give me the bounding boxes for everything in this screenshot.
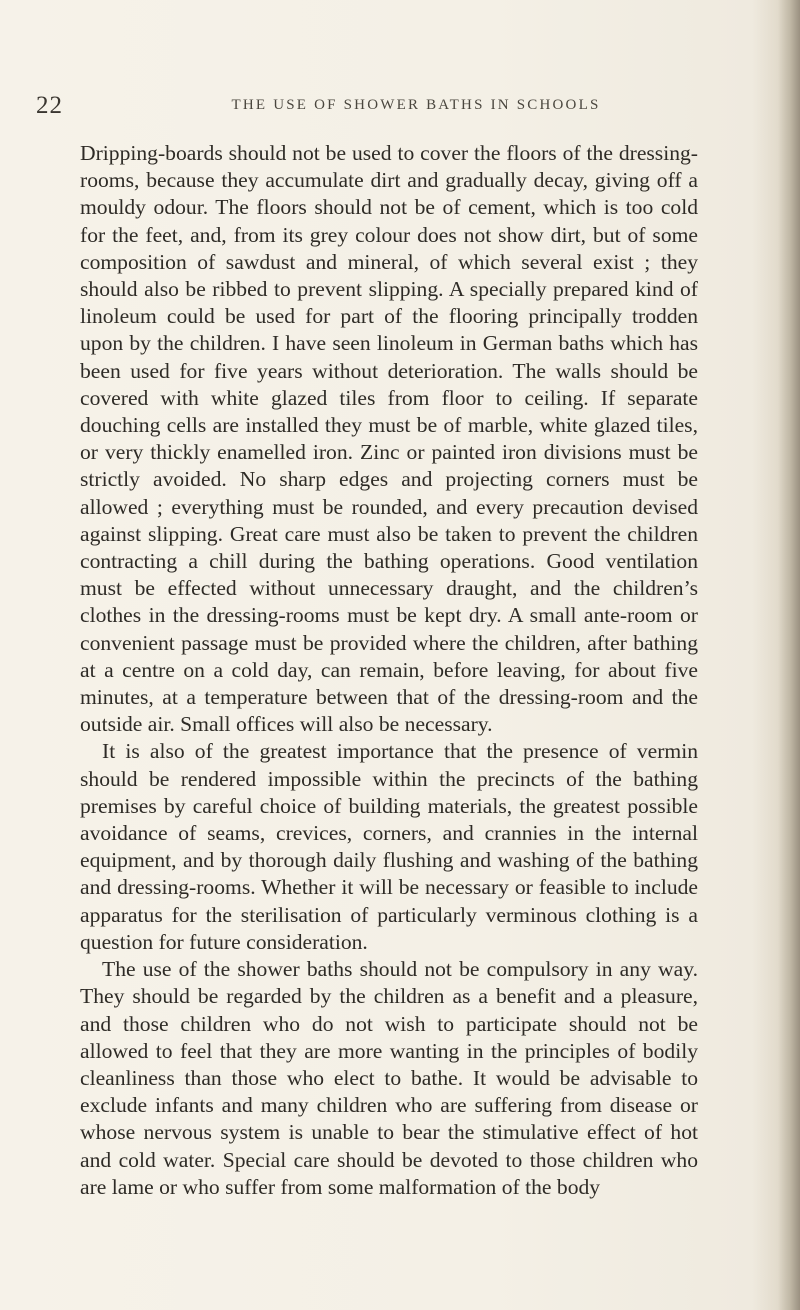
paragraph: The use of the shower baths should not be compulsory in any way. They should be regarded by the children as a benefit and a pleasure, and those children who do not wish to participate should not be allowed to feel that they are more wanting in the principles of bodily cleanliness than those who elect to bathe. It would be advisable to exclude infants and many children who are suffering from disease or whose nervous system is unable to bear the stimulative effect of hot and cold water. Special care should be devoted to those children who are lame or who suffer from some malformation of the body bbox=[80, 957, 698, 1199]
body-text bbox=[80, 140, 698, 1201]
page-header bbox=[36, 92, 736, 132]
running-head: THE USE OF SHOWER BATHS IN SCHOOLS bbox=[231, 97, 601, 113]
page-number: 22 bbox=[36, 92, 63, 119]
paragraph: Dripping-boards should not be used to cover the floors of the dressing-rooms, because they accumulate dirt and gradually decay, giving off a mouldy odour. The floors should not be of cement, which is too cold for the feet, and, from its grey colour does not show dirt, but of some composition of sawdust and mineral, of which several exist ; they should also be ribbed to prevent slipping. A specially prepared kind of linoleum could be used for part of the flooring principally trodden upon by the children. I have seen linoleum in German baths which has been used for five years without deterioration. The walls should be covered with white glazed tiles from floor to ceiling. If separate douching cells are installed they must be of marble, white glazed tiles, or very thickly enamelled iron. Zinc or painted iron divisions must be strictly avoided. No sharp edges and projecting corners must be allowed ; everything must be rounded, and every precaution devised against slipping. Great care must also be taken to prevent the children contracting a chill during the bathing operations. Good ventilation must be effected without unnecessary draught, and the children’s clothes in the dressing-rooms must be kept dry. A small ante-room or convenient passage must be provided where the children, after bathing at a centre on a cold day, can remain, before leaving, for about five minutes, at a temperature between that of the dressing-room and the outside air. Small offices will also be necessary. bbox=[80, 141, 698, 737]
paragraph: It is also of the greatest importance that the presence of vermin should be rendered impossible within the precincts of the bathing premises by careful choice of building materials, the greatest possible avoidance of seams, crevices, corners, and crannies in the internal equipment, and by thorough daily flushing and washing of the bathing and dressing-rooms. Whether it will be necessary or feasible to include apparatus for the sterilisation of particularly verminous clothing is a question for future consideration. bbox=[80, 739, 698, 954]
page-gutter-shadow bbox=[778, 0, 800, 1310]
